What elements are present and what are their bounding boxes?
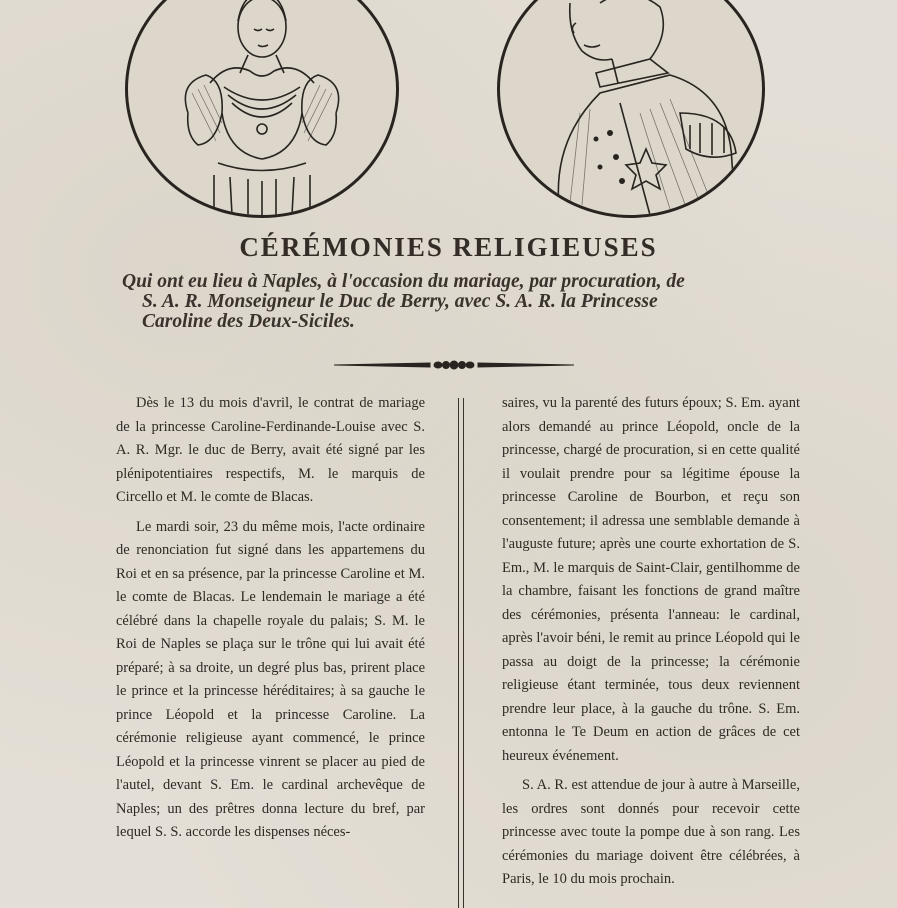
column-divider-rule xyxy=(458,398,464,908)
paragraph: Le mardi soir, 23 du même mois, l'acte ordinaire de renonciation fut signé dans les appartemens du Roi et en sa présence, par la princesse Caroline et M. le comte de Blacas. Le lendemain le mariage a été célébré dans la chapelle royale du palais; S. M. le Roi de Naples se plaça sur le trône qui lui avait été préparé; à sa droite, un degré plus bas, prirent place le prince et la princesse héréditaires; à sa gauche le prince Léopold et la princesse Caroline. La cérémonie religieuse ayant commencé, le prince Léopold et la princesse vinrent se placer au pied de l'autel, devant S. Em. le cardinal archevêque de Naples; un des prêtres donna lecture du bref, par lequel S. S. accorde les dispenses néces- xyxy=(116,518,425,840)
man-portrait-icon xyxy=(500,0,762,215)
portrait-duke-engraving xyxy=(497,0,765,218)
subtitle-line: S. A. R. Monseigneur le Duc de Berry, avec S. A. R. la Princesse xyxy=(142,291,658,312)
woman-portrait-icon xyxy=(128,0,396,215)
portrait-princess-engraving xyxy=(125,0,399,218)
text-column-left xyxy=(116,392,425,851)
subtitle-line: Qui ont eu lieu à Naples, à l'occasion du mariage, par procuration, de xyxy=(122,271,685,292)
text-column-right xyxy=(502,392,800,898)
paragraph: Dès le 13 du mois d'avril, le contrat de mariage de la princesse Caroline-Ferdinande-Louise avec S. A. R. Mgr. le duc de Berry, avait été signé par les plénipotentiaires respectifs, M. le marquis de Circello et M. le comte de Blacas. xyxy=(116,395,425,505)
paragraph: S. A. R. est attendue de jour à autre à Marseille, les ordres sont donnés pour recevoir cette princesse avec toute la pompe due à son rang. Les cérémonies du mariage doivent être célébrées, à Paris, le 10 du mois prochain. xyxy=(502,777,800,887)
paragraph: saires, vu la parenté des futurs époux; S. Em. ayant alors demandé au prince Léopold, oncle de la princesse, chargé de procuration, si en cette qualité il voulait prendre pour sa légitime épouse la princesse Caroline de Bourbon, et reçu son consentement; il adressa une semblable demande à l'auguste future; après une courte exhortation de S. Em., M. le marquis de Saint-Clair, gentilhomme de la chambre, faisant les fonctions de grand maître des cérémonies, présenta l'anneau: le cardinal, après l'avoir béni, le remit au prince Léopold qui le passa au doigt de la princesse; la cérémonie religieuse étant terminée, tous deux reviennent prendre leur place, à la gauche du trône. S. Em. entonna le Te Deum en action de grâces de cet heureux événement. xyxy=(502,395,800,764)
document-title: CÉRÉMONIES RELIGIEUSES xyxy=(239,232,658,262)
subtitle-line: Caroline des Deux-Siciles. xyxy=(142,311,355,332)
document-subtitle xyxy=(120,272,810,332)
ornamental-divider-icon xyxy=(334,357,574,373)
